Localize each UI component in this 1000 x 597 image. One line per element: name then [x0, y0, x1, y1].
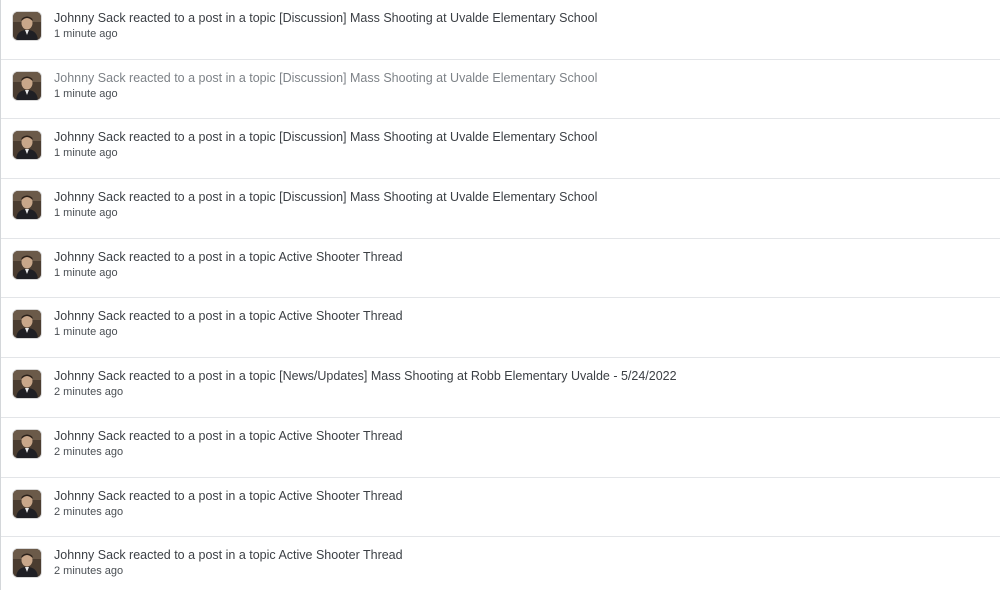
notification-item[interactable]	[1, 239, 1000, 299]
notification-time: 2 minutes ago	[54, 445, 124, 458]
notification-time: 1 minute ago	[54, 207, 118, 220]
notification-item[interactable]	[1, 298, 1000, 358]
user-avatar-icon[interactable]	[13, 12, 41, 40]
notification-text[interactable]: Johnny Sack reacted to a post in a topic [Discussion] Mass Shooting at Uvalde Elementary School	[54, 70, 598, 85]
user-avatar-icon[interactable]	[13, 549, 41, 577]
notification-item[interactable]	[1, 0, 1000, 60]
user-avatar-icon[interactable]	[13, 370, 41, 398]
user-avatar-icon[interactable]	[13, 310, 41, 338]
notification-time: 2 minutes ago	[54, 386, 124, 399]
notification-time: 1 minute ago	[54, 28, 118, 40]
notification-text[interactable]: Johnny Sack reacted to a post in a topic [Discussion] Mass Shooting at Uvalde Elementary School	[54, 11, 598, 25]
user-avatar-icon[interactable]	[13, 131, 41, 159]
notification-time: 2 minutes ago	[54, 565, 124, 578]
notification-text[interactable]: Johnny Sack reacted to a post in a topic Active Shooter Thread	[54, 249, 403, 264]
notification-item[interactable]	[1, 358, 1000, 418]
notification-text[interactable]: Johnny Sack reacted to a post in a topic Active Shooter Thread	[54, 548, 403, 563]
user-avatar-icon[interactable]	[13, 251, 41, 279]
notification-item[interactable]	[1, 418, 1000, 478]
notification-item[interactable]	[1, 60, 1000, 120]
notification-item[interactable]	[1, 119, 1000, 179]
notification-text[interactable]: Johnny Sack reacted to a post in a topic Active Shooter Thread	[54, 488, 403, 503]
notification-time: 1 minute ago	[54, 147, 118, 160]
notification-time: 1 minute ago	[54, 266, 118, 279]
notification-text[interactable]: Johnny Sack reacted to a post in a topic Active Shooter Thread	[54, 309, 403, 324]
notification-text[interactable]: Johnny Sack reacted to a post in a topic [Discussion] Mass Shooting at Uvalde Elementary School	[54, 190, 598, 205]
user-avatar-icon[interactable]	[13, 490, 41, 518]
notification-text[interactable]: Johnny Sack reacted to a post in a topic [News/Updates] Mass Shooting at Robb Elementary Uvalde - 5/24/2022	[54, 369, 677, 384]
notification-text[interactable]: Johnny Sack reacted to a post in a topic [Discussion] Mass Shooting at Uvalde Elementary School	[54, 130, 598, 145]
notification-time: 2 minutes ago	[54, 505, 124, 518]
notification-item[interactable]	[1, 179, 1000, 239]
notification-text[interactable]: Johnny Sack reacted to a post in a topic Active Shooter Thread	[54, 428, 403, 443]
user-avatar-icon[interactable]	[13, 430, 41, 458]
user-avatar-icon[interactable]	[13, 191, 41, 219]
user-avatar-icon[interactable]	[13, 72, 41, 100]
notification-item[interactable]	[1, 478, 1000, 538]
notification-time: 1 minute ago	[54, 87, 118, 100]
notification-item[interactable]	[1, 537, 1000, 597]
notification-time: 1 minute ago	[54, 326, 118, 339]
